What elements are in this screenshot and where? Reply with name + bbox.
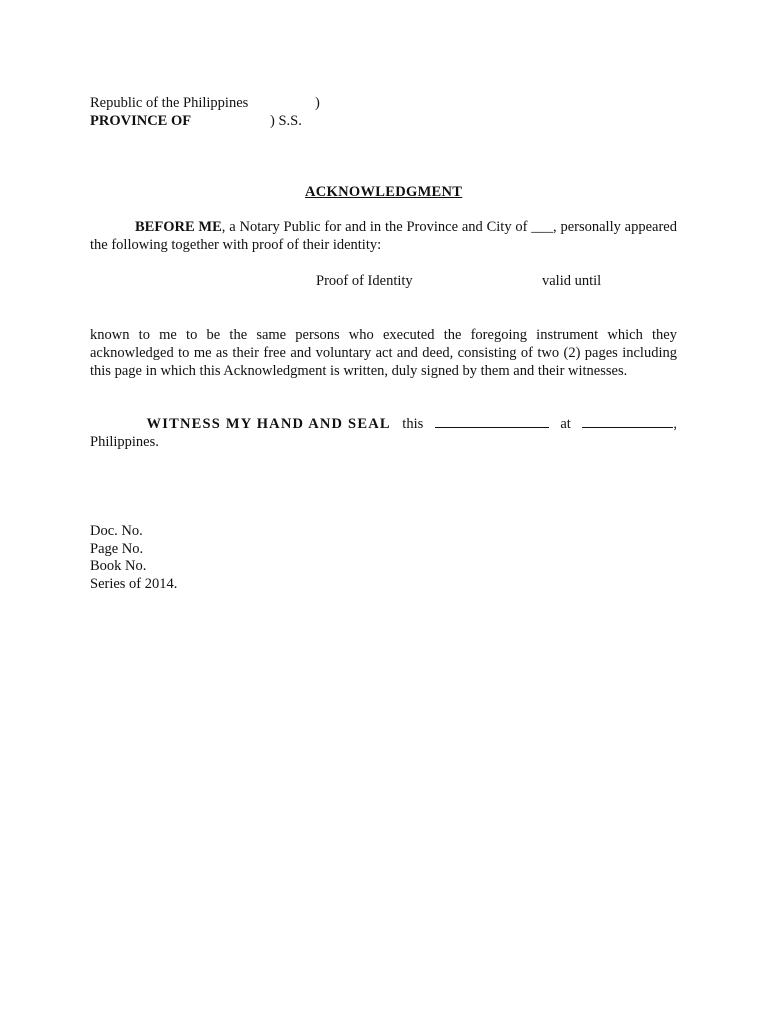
page-no: Page No.: [90, 541, 144, 557]
place-blank: [582, 415, 673, 428]
witness-comma: ,: [673, 416, 677, 432]
book-no: Book No.: [90, 558, 147, 574]
known-paragraph: known to me to be the same persons who executed the foregoing instrument which they acknowledged to me as their free and voluntary act and deed, consisting of two (2) pages including this page in which this Acknowledgment is written, duly signed by them and their witnesses.: [90, 327, 677, 379]
intro-text-2: , personally appeared the following together with proof of their identity:: [90, 219, 677, 253]
witness-at: at: [560, 416, 571, 432]
proof-of-identity-header: Proof of Identity: [316, 273, 413, 289]
republic-paren: ): [315, 95, 320, 111]
doc-no: Doc. No.: [90, 523, 143, 539]
witness-this: this: [402, 416, 424, 432]
witness-label: WITNESS MY HAND AND SEAL: [146, 416, 391, 432]
witness-place: Philippines.: [90, 434, 159, 450]
intro-text-1: , a Notary Public for and in the Province and City of: [221, 219, 528, 235]
document-title: ACKNOWLEDGMENT: [305, 184, 463, 200]
witness-line: [90, 415, 677, 433]
province-ss: ) S.S.: [270, 113, 302, 129]
place-blank-group: [582, 415, 677, 433]
city-blank: ___: [531, 219, 554, 235]
province-label: PROVINCE OF: [90, 113, 192, 129]
series: Series of 2014.: [90, 576, 178, 592]
valid-until-header: valid until: [542, 273, 602, 289]
date-blank: [435, 415, 549, 428]
republic-label: Republic of the Philippines: [90, 95, 249, 111]
republic-line: [90, 94, 248, 112]
intro-paragraph: [90, 218, 677, 254]
before-me-label: BEFORE ME: [135, 219, 222, 235]
